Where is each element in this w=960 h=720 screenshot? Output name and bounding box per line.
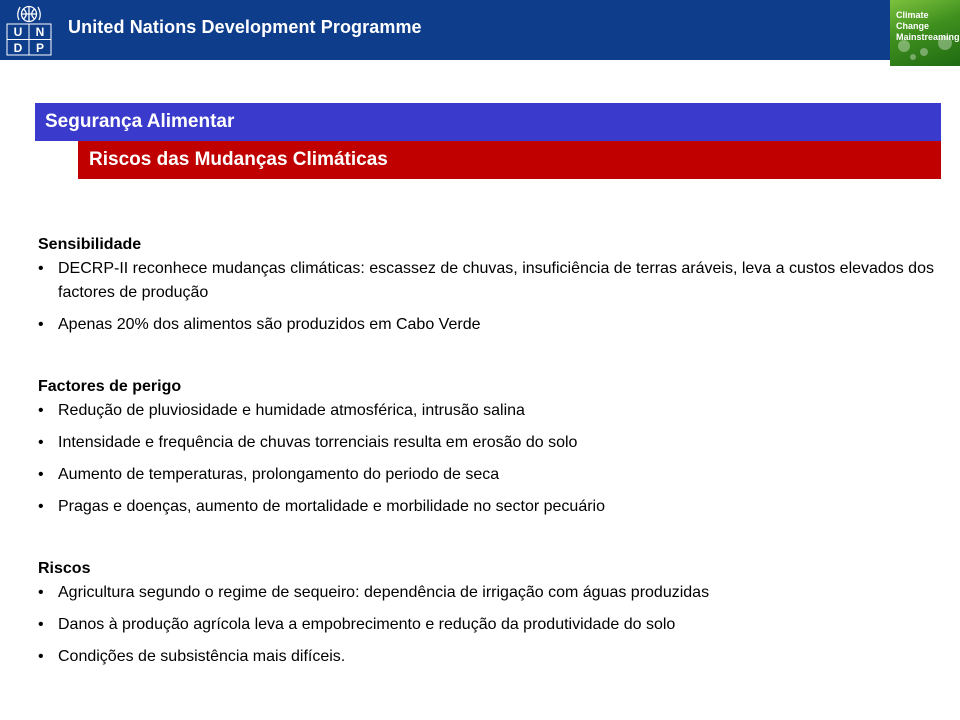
- list-item: [38, 399, 938, 423]
- bullet-icon: •: [38, 498, 44, 515]
- bullet-text: Intensidade e frequência de chuvas torrenciais resulta em erosão do solo: [58, 434, 578, 451]
- page-title: Segurança Alimentar: [45, 111, 235, 132]
- undp-logo: [6, 4, 52, 56]
- section-title: Riscos: [38, 560, 91, 577]
- bullet-icon: •: [38, 434, 44, 451]
- bullet-text: DECRP-II reconhece mudanças climáticas: escassez de chuvas, insuficiência de terras aráveis, leva a custos elevados dos factores de produção: [58, 260, 934, 301]
- logo-letter-u: U: [13, 25, 23, 39]
- bullet-icon: •: [38, 648, 44, 665]
- section-riscos: [38, 557, 938, 669]
- logo-letter-n: N: [35, 25, 45, 39]
- logo-letter-p: P: [35, 41, 45, 55]
- list-item: [38, 463, 938, 487]
- bullet-icon: •: [38, 316, 44, 333]
- bullet-text: Apenas 20% dos alimentos são produzidos em Cabo Verde: [58, 316, 481, 333]
- list-item: [38, 645, 938, 669]
- bullet-icon: •: [38, 466, 44, 483]
- list-item: [38, 257, 938, 305]
- bullet-list: [38, 581, 938, 669]
- list-item: [38, 613, 938, 637]
- badge-label: [896, 10, 960, 43]
- bullet-text: Danos à produção agrícola leva a empobrecimento e redução da produtividade do solo: [58, 616, 676, 633]
- bullet-text: Aumento de temperaturas, prolongamento do periodo de seca: [58, 466, 500, 483]
- badge-line-2: Mainstreaming: [896, 32, 960, 42]
- section-sensibilidade: [38, 233, 938, 337]
- bullet-text: Agricultura segundo o regime de sequeiro: dependência de irrigação com águas produzidas: [58, 584, 710, 601]
- bullet-text: Condições de subsistência mais difíceis.: [58, 648, 346, 665]
- list-item: [38, 431, 938, 455]
- list-item: [38, 313, 938, 337]
- bullet-text: Pragas e doenças, aumento de mortalidade e morbilidade no sector pecuário: [58, 498, 605, 515]
- section-factores-de-perigo: [38, 375, 938, 519]
- bullet-list: [38, 399, 938, 519]
- subtitle-bar: [78, 141, 941, 179]
- bullet-text: Redução de pluviosidade e humidade atmosférica, intrusão salina: [58, 402, 525, 419]
- climate-change-badge: [890, 0, 960, 66]
- bullet-icon: •: [38, 260, 44, 277]
- list-item: [38, 495, 938, 519]
- organization-name: United Nations Development Programme: [68, 17, 422, 37]
- bullet-icon: •: [38, 616, 44, 633]
- bullet-list: [38, 257, 938, 337]
- bullet-icon: •: [38, 584, 44, 601]
- slide-content: [38, 233, 938, 677]
- badge-line-1: Climate Change: [896, 10, 930, 31]
- page-subtitle: Riscos das Mudanças Climáticas: [89, 149, 388, 170]
- section-title: Sensibilidade: [38, 236, 142, 253]
- title-bar: [35, 103, 941, 141]
- logo-letter-d: D: [13, 41, 23, 55]
- bullet-icon: •: [38, 402, 44, 419]
- list-item: [38, 581, 938, 605]
- section-title: Factores de perigo: [38, 378, 182, 395]
- header-banner: [0, 0, 960, 60]
